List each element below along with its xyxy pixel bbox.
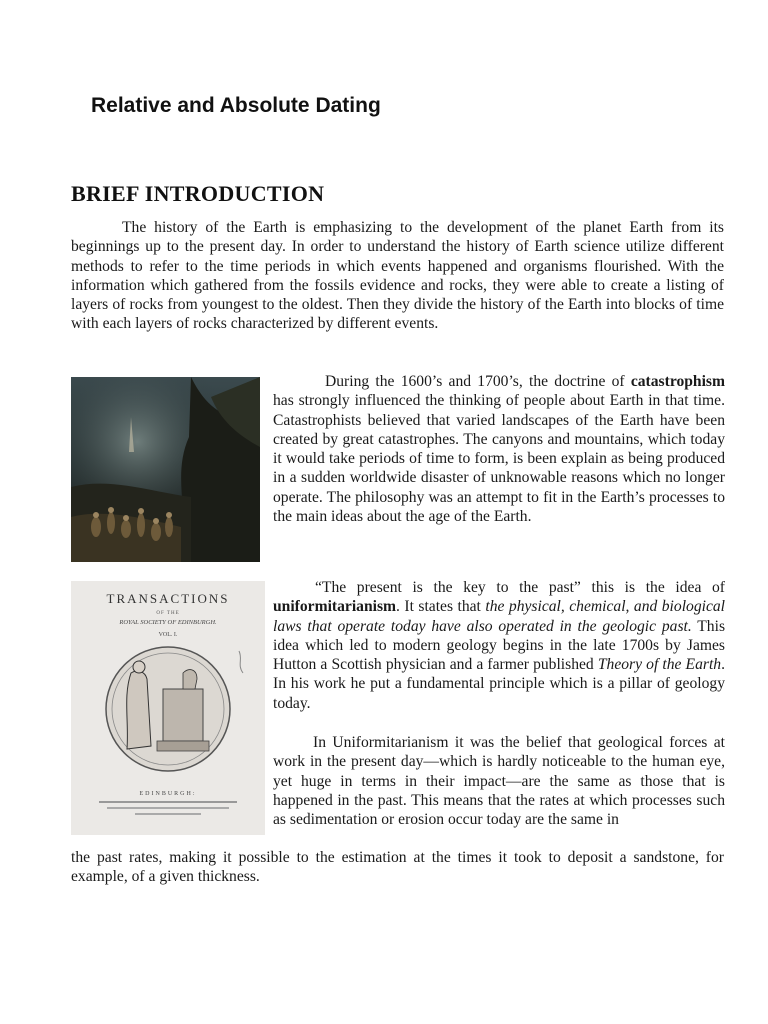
transactions-cover-image	[71, 581, 265, 835]
belief-paragraph: In Uniformitarianism it was the belief that geological forces at work in the present day—which is hardly noticeable to the human eye, yet huge in terms in their impact—are the same as those that is happened in the past. This means that the rates at which processes such as sedimentation or erosion occur today are the same in	[273, 734, 725, 829]
catastrophism-painting	[71, 377, 260, 562]
uniformitarianism-quote: the physical, chemical, and biological laws that operate today have also operated in the geologic past.	[273, 598, 725, 635]
section-heading: BRIEF INTRODUCTION	[71, 181, 325, 206]
catastrophism-paragraph: During the 1600’s and 1700’s, the doctrine of catastrophism has strongly influenced the thinking of people about Earth in that time. Catastrophists believed that varied landscapes of the Earth have been created by great catastrophes. The canyons and mountains, which today it would take periods of time to form, is been explain as being produced in a sudden worldwide disaster of unknowable reasons which no longer operate. The philosophy was an attempt to fit in the Earth’s processes to the main ideas about the age of the Earth.	[273, 373, 725, 526]
cover-of-the: OF THE	[156, 611, 180, 616]
cover-volume: VOL. I.	[158, 632, 178, 638]
catastrophism-term: catastrophism	[630, 373, 725, 390]
intro-paragraph: The history of the Earth is emphasizing to the development of the planet Earth from its beginnings up to the present day. In order to understand the history of Earth science utilize different methods to refer to the time periods in which events happened and organisms flourished. With the information which gathered from the fossils evidence and rocks, they were able to create a listing of layers of rocks from youngest to the oldest. Then they divide the history of the Earth into blocks of time with each layers of rocks characterized by different events.	[71, 219, 724, 333]
belief-paragraph-continued: the past rates, making it possible to the estimation at the times it took to deposit a sandstone, for example, of a given thickness.	[71, 849, 724, 886]
page-title: Relative and Absolute Dating	[91, 94, 381, 117]
cover-city: EDINBURGH:	[139, 791, 197, 797]
uniformitarianism-paragraph: “The present is the key to the past” this is the idea of uniformitarianism. It states that the physical, chemical, and biological laws that operate today have also operated in the geologic past. This idea which led to modern geology begins in the late 1700s by James Hutton a Scottish physician and a farmer published Theory of the Earth. In his work he put a fundamental principle which is a pillar of geology today.	[273, 579, 726, 712]
book-title: Theory of the Earth	[597, 656, 722, 674]
cover-society: ROYAL SOCIETY OF EDINBURGH.	[119, 619, 217, 626]
cover-title: TRANSACTIONS	[106, 591, 230, 606]
uniformitarianism-term: uniformitarianism	[273, 598, 397, 616]
